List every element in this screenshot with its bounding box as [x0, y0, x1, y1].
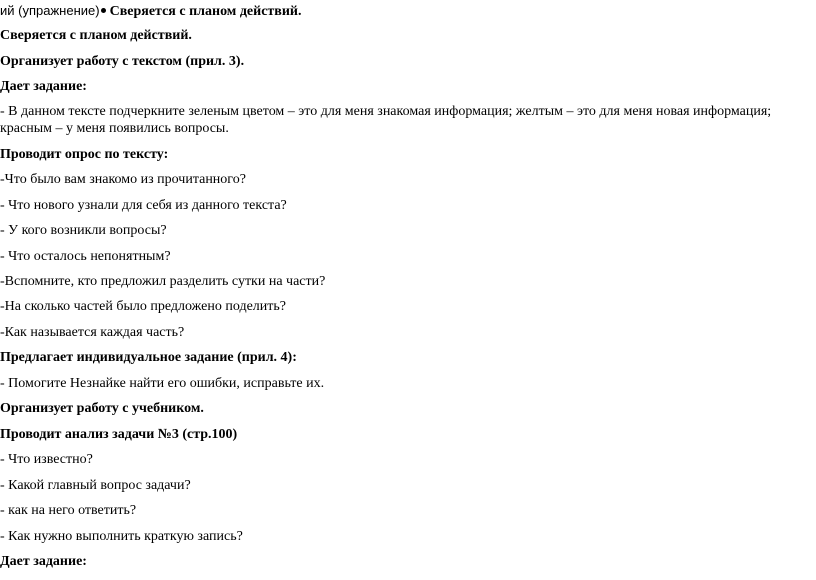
heading-plan-check: Сверяется с планом действий.: [0, 28, 192, 43]
analysis-question-4: - Как нужно выполнить краткую запись?: [0, 529, 243, 544]
analysis-question-3: - как на него ответить?: [0, 503, 137, 518]
survey-question-2: - Что нового узнали для себя из данного текста?: [0, 198, 287, 213]
analysis-question-2: - Какой главный вопрос задачи?: [0, 478, 191, 493]
survey-question-6: -На сколько частей было предложено поделить?: [0, 299, 286, 314]
heading-individual-task: Предлагает индивидуальное задание (прил. 4):: [0, 350, 297, 365]
survey-question-4: - Что осталось непонятным?: [0, 249, 171, 264]
survey-question-3: - У кого возникли вопросы?: [0, 223, 167, 238]
heading-textbook-work: Организует работу с учебником.: [0, 401, 204, 416]
heading-problem-analysis: Проводит анализ задачи №3 (стр.100): [0, 427, 238, 442]
survey-question-7: -Как называется каждая часть?: [0, 325, 185, 340]
individual-task-text: - Помогите Незнайке найти его ошибки, исправьте их.: [0, 376, 325, 391]
heading-task: Дает задание:: [0, 79, 87, 94]
survey-question-5: -Вспомните, кто предложил разделить сутки на части?: [0, 274, 326, 289]
bullet-icon: [101, 8, 106, 13]
heading-task-2: Дает задание:: [0, 554, 87, 569]
survey-question-1: -Что было вам знакомо из прочитанного?: [0, 172, 246, 187]
task-instruction: - В данном тексте подчеркните зеленым цветом – это для меня знакомая информация; желтым – это для меня новая информация; красным – у меня появились вопросы.: [0, 104, 772, 136]
first-line: [0, 2, 302, 20]
analysis-question-1: - Что известно?: [0, 452, 93, 467]
heading-survey: Проводит опрос по тексту:: [0, 147, 169, 162]
first-line-prefix: ий (упражнение): [0, 3, 100, 18]
first-line-heading: Сверяется с планом действий.: [109, 4, 302, 19]
heading-text-work: Организует работу с текстом (прил. 3).: [0, 54, 245, 69]
